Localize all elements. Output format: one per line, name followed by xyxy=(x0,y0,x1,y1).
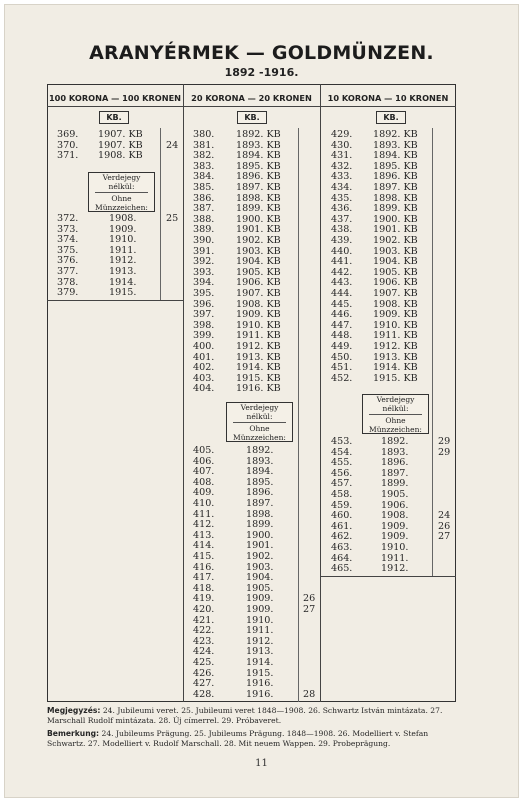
catalog-number: 449. xyxy=(331,341,353,352)
coin-year: 1911. xyxy=(381,552,409,564)
catalog-number: 381. xyxy=(193,139,215,151)
catalog-number: 424. xyxy=(193,646,215,658)
catalog-number: 452. xyxy=(331,372,353,384)
coin-year: 1915. KB xyxy=(236,372,281,384)
coin-year: 1895. xyxy=(246,476,274,488)
coin-year: 1907. KB xyxy=(98,139,143,151)
note-ref: 26 xyxy=(303,593,316,605)
catalog-number: 379. xyxy=(57,287,79,299)
catalog-number: 401. xyxy=(193,351,215,363)
coin-year: 1898. xyxy=(246,508,274,520)
coin-year: 1892. KB xyxy=(236,129,281,140)
catalog-number: 395. xyxy=(193,288,215,299)
coin-year: 1893. xyxy=(381,446,409,458)
box-line-3: Ohne xyxy=(111,194,132,203)
box-line-2: nélkül: xyxy=(246,412,273,421)
coin-year: 1908. KB xyxy=(373,298,418,310)
coin-year: 1905. KB xyxy=(236,266,281,278)
coin-year: 1908. xyxy=(109,213,137,224)
column-divider xyxy=(320,84,321,702)
catalog-number: 390. xyxy=(193,235,215,246)
catalog-number: 371. xyxy=(57,150,79,162)
note-column-rule xyxy=(432,128,433,576)
catalog-number: 417. xyxy=(193,572,215,584)
catalog-number: 445. xyxy=(331,298,353,310)
note-ref: 24 xyxy=(438,510,451,522)
coin-year: 1903. KB xyxy=(373,245,418,257)
coin-year: 1892. KB xyxy=(373,129,418,140)
note-ref: 29 xyxy=(438,436,451,447)
catalog-number: 420. xyxy=(193,604,215,615)
section-end-rule xyxy=(320,576,456,577)
catalog-number: 415. xyxy=(193,551,215,562)
catalog-number: 384. xyxy=(193,171,215,183)
catalog-number: 446. xyxy=(331,309,353,321)
coin-year: 1895. KB xyxy=(373,160,418,172)
catalog-number: 412. xyxy=(193,519,215,531)
catalog-number: 435. xyxy=(331,192,353,204)
catalog-number: 454. xyxy=(331,446,353,458)
coin-year: 1896. KB xyxy=(373,171,418,183)
coin-year: 1893. KB xyxy=(373,139,418,151)
catalog-number: 426. xyxy=(193,667,215,679)
catalog-number: 407. xyxy=(193,466,215,478)
coin-year: 1907. KB xyxy=(373,288,418,299)
note-ref: 26 xyxy=(438,520,451,532)
coin-year: 1914. KB xyxy=(373,362,418,374)
catalog-number: 369. xyxy=(57,129,79,140)
catalog-number: 425. xyxy=(193,657,215,668)
catalog-number: 393. xyxy=(193,266,215,278)
catalog-number: 392. xyxy=(193,256,215,268)
catalog-number: 423. xyxy=(193,635,215,647)
no-mint-mark-box xyxy=(362,394,429,434)
catalog-number: 460. xyxy=(331,510,353,522)
no-mint-mark-box xyxy=(88,172,155,212)
catalog-number: 431. xyxy=(331,150,353,162)
box-line-1: Verdejegy xyxy=(240,403,279,412)
coin-year: 1901. KB xyxy=(373,224,418,236)
box-line-4: Münzzeichen: xyxy=(95,203,148,212)
coin-year: 1902. xyxy=(246,551,274,562)
catalog-number: 389. xyxy=(193,224,215,236)
catalog-number: 455. xyxy=(331,457,353,469)
coin-year: 1906. KB xyxy=(236,277,281,289)
catalog-number: 461. xyxy=(331,520,353,532)
page-title: ARANYÉRMEK — GOLDMÜNZEN. xyxy=(89,42,434,64)
coin-year: 1908. KB xyxy=(236,298,281,310)
catalog-number: 464. xyxy=(331,552,353,564)
footnote-hungarian xyxy=(47,706,457,727)
coin-year: 1909. KB xyxy=(236,309,281,321)
catalog-number: 400. xyxy=(193,341,215,352)
footnote-german xyxy=(47,729,457,750)
kb-badge: KB. xyxy=(99,111,129,124)
coin-year: 1904. KB xyxy=(236,256,281,268)
coin-year: 1905. xyxy=(246,582,274,594)
catalog-number: 418. xyxy=(193,582,215,594)
catalog-number: 375. xyxy=(57,244,79,256)
catalog-number: 399. xyxy=(193,330,215,342)
coin-year: 1905. KB xyxy=(373,266,418,278)
coin-year: 1894. xyxy=(246,466,274,478)
coin-year: 1911. xyxy=(109,244,137,256)
coin-year: 1895. KB xyxy=(236,160,281,172)
catalog-number: 453. xyxy=(331,436,353,447)
coin-year: 1904. xyxy=(246,572,274,584)
coin-year: 1915. KB xyxy=(373,372,418,384)
coin-year: 1912. KB xyxy=(373,341,418,352)
coin-year: 1905. xyxy=(381,489,409,500)
catalog-number: 459. xyxy=(331,499,353,511)
note-column-rule xyxy=(298,128,299,702)
coin-year: 1907. KB xyxy=(236,288,281,299)
box-line-4: Münzzeichen: xyxy=(233,433,286,442)
footnote-label: Bemerkung: xyxy=(47,729,100,738)
no-mint-mark-box xyxy=(226,402,293,442)
catalog-number: 373. xyxy=(57,223,79,235)
catalog-number: 441. xyxy=(331,256,353,268)
catalog-number: 430. xyxy=(331,139,353,151)
coin-year: 1897. xyxy=(246,498,274,509)
coin-year: 1898. KB xyxy=(236,192,281,204)
box-divider xyxy=(95,192,148,193)
box-line-4: Münzzeichen: xyxy=(369,425,422,434)
catalog-number: 372. xyxy=(57,213,79,224)
catalog-number: 429. xyxy=(331,129,353,140)
catalog-number: 458. xyxy=(331,489,353,500)
note-column-rule xyxy=(160,128,161,300)
section-end-rule xyxy=(47,300,183,301)
coin-year: 1911. xyxy=(246,625,274,637)
coin-year: 1912. KB xyxy=(236,341,281,352)
catalog-number: 444. xyxy=(331,288,353,299)
coin-year: 1897. xyxy=(381,467,409,479)
catalog-number: 398. xyxy=(193,319,215,331)
header-rule xyxy=(47,106,456,107)
coin-year: 1908. xyxy=(381,510,409,522)
coin-year: 1906. xyxy=(381,499,409,511)
catalog-number: 451. xyxy=(331,362,353,374)
coin-year: 1903. KB xyxy=(236,245,281,257)
coin-year: 1899. xyxy=(246,519,274,531)
coin-year: 1897. KB xyxy=(236,182,281,193)
coin-year: 1909. xyxy=(381,520,409,532)
catalog-number: 450. xyxy=(331,351,353,363)
coin-year: 1901. KB xyxy=(236,224,281,236)
catalog-number: 385. xyxy=(193,182,215,193)
coin-year: 1916. xyxy=(246,688,274,700)
catalog-number: 438. xyxy=(331,224,353,236)
coin-year: 1893. xyxy=(246,455,274,467)
catalog-number: 394. xyxy=(193,277,215,289)
coin-year: 1900. KB xyxy=(236,213,281,225)
catalog-number: 439. xyxy=(331,235,353,246)
coin-year: 1913. KB xyxy=(373,351,418,363)
note-ref: 24 xyxy=(166,139,179,151)
catalog-number: 402. xyxy=(193,362,215,374)
box-line-2: nélkül: xyxy=(108,182,135,191)
coin-year: 1901. xyxy=(246,540,274,552)
coin-year: 1904. KB xyxy=(373,256,418,268)
catalog-number: 432. xyxy=(331,160,353,172)
coin-year: 1913. xyxy=(246,646,274,658)
coin-year: 1900. KB xyxy=(373,213,418,225)
coin-year: 1910. xyxy=(381,542,409,553)
catalog-number: 456. xyxy=(331,467,353,479)
catalog-number: 397. xyxy=(193,309,215,321)
coin-year: 1898. KB xyxy=(373,192,418,204)
catalog-number: 387. xyxy=(193,203,215,215)
year-range: 1892 -1916. xyxy=(224,66,299,79)
catalog-number: 388. xyxy=(193,213,215,225)
coin-year: 1910. KB xyxy=(236,319,281,331)
coin-year: 1912. xyxy=(381,563,409,575)
coin-year: 1916. xyxy=(246,678,274,690)
catalog-number: 433. xyxy=(331,171,353,183)
coin-year: 1896. KB xyxy=(236,171,281,183)
catalog-number: 405. xyxy=(193,445,215,456)
note-ref: 25 xyxy=(166,213,179,224)
coin-year: 1902. KB xyxy=(236,235,281,246)
coin-year: 1899. KB xyxy=(236,203,281,215)
catalog-number: 377. xyxy=(57,266,79,277)
catalog-number: 396. xyxy=(193,298,215,310)
catalog-number: 447. xyxy=(331,319,353,331)
coin-year: 1908. KB xyxy=(98,150,143,162)
catalog-number: 408. xyxy=(193,476,215,488)
box-line-2: nélkül: xyxy=(382,404,409,413)
box-line-3: Ohne xyxy=(249,424,270,433)
catalog-number: 380. xyxy=(193,129,215,140)
coin-year: 1893. KB xyxy=(236,139,281,151)
column-divider xyxy=(183,84,184,702)
footnote-text: 24. Jubileums Prägung. 25. Jubileums Prägung. 1848—1908. 26. Modelliert v. Stefan Schwartz. 27. Modelliert v. Rudolf Marschall. 28. Mit neuem Wappen. 29. Probeprägung. xyxy=(47,729,429,749)
catalog-number: 427. xyxy=(193,678,215,690)
catalog-number: 378. xyxy=(57,276,79,288)
coin-year: 1909. KB xyxy=(373,309,418,321)
box-line-3: Ohne xyxy=(385,416,406,425)
catalog-number: 410. xyxy=(193,498,215,509)
coin-year: 1896. xyxy=(246,487,274,499)
note-ref: 27 xyxy=(438,531,451,543)
footnote-label: Megjegyzés: xyxy=(47,706,101,715)
catalog-number: 416. xyxy=(193,561,215,573)
catalog-number: 382. xyxy=(193,150,215,162)
coin-year: 1914. KB xyxy=(236,362,281,374)
coin-year: 1909. xyxy=(381,531,409,543)
catalog-number: 404. xyxy=(193,383,215,395)
catalog-number: 403. xyxy=(193,372,215,384)
catalog-number: 383. xyxy=(193,160,215,172)
catalog-number: 414. xyxy=(193,540,215,552)
catalog-number: 419. xyxy=(193,593,215,605)
catalog-number: 462. xyxy=(331,531,353,543)
coin-year: 1909. xyxy=(109,223,137,235)
page-number: 11 xyxy=(255,758,268,769)
coin-year: 1907. KB xyxy=(98,129,143,140)
coin-year: 1897. KB xyxy=(373,182,418,193)
coin-year: 1916. KB xyxy=(236,383,281,395)
box-line-1: Verdejegy xyxy=(102,173,141,182)
catalog-number: 374. xyxy=(57,234,79,246)
catalog-number: 406. xyxy=(193,455,215,467)
catalog-number: 428. xyxy=(193,688,215,700)
catalog-number: 370. xyxy=(57,139,79,151)
coin-year: 1899. xyxy=(381,478,409,490)
note-ref: 27 xyxy=(303,604,316,615)
coin-year: 1902. KB xyxy=(373,235,418,246)
catalog-number: 463. xyxy=(331,542,353,553)
catalog-number: 421. xyxy=(193,614,215,626)
box-line-1: Verdejegy xyxy=(376,395,415,404)
catalog-number: 411. xyxy=(193,508,215,520)
coin-year: 1894. KB xyxy=(236,150,281,162)
coin-year: 1892. xyxy=(381,436,409,447)
kb-badge: KB. xyxy=(237,111,267,124)
coin-year: 1906. KB xyxy=(373,277,418,289)
coin-year: 1909. xyxy=(246,593,274,605)
coin-year: 1909. xyxy=(246,604,274,615)
column-header-100-korona: 100 KORONA — 100 KRONEN xyxy=(48,93,182,103)
catalog-number: 434. xyxy=(331,182,353,193)
box-divider xyxy=(369,414,422,415)
coin-year: 1914. xyxy=(109,276,137,288)
catalog-number: 422. xyxy=(193,625,215,637)
coin-year: 1913. xyxy=(109,266,137,277)
catalog-number: 409. xyxy=(193,487,215,499)
catalog-number: 443. xyxy=(331,277,353,289)
kb-badge: KB. xyxy=(376,111,406,124)
catalog-number: 442. xyxy=(331,266,353,278)
coin-year: 1910. xyxy=(109,234,137,246)
coin-year: 1915. xyxy=(109,287,137,299)
coin-year: 1903. xyxy=(246,561,274,573)
coin-year: 1915. xyxy=(246,667,274,679)
catalog-number: 457. xyxy=(331,478,353,490)
catalog-number: 436. xyxy=(331,203,353,215)
coin-year: 1912. xyxy=(109,255,137,267)
footnote-text: 24. Jubileumi veret. 25. Jubileumi veret 1848—1908. 26. Schwartz István mintázata. 27. Marschall Rudolf mintázata. 28. Új címerrel. 29. Próbaveret. xyxy=(47,706,443,726)
coin-year: 1910. KB xyxy=(373,319,418,331)
column-header-20-korona: 20 KORONA — 20 KRONEN xyxy=(191,93,312,103)
catalog-number: 448. xyxy=(331,330,353,342)
coin-year: 1899. KB xyxy=(373,203,418,215)
box-divider xyxy=(233,422,286,423)
coin-year: 1910. xyxy=(246,614,274,626)
coin-year: 1914. xyxy=(246,657,274,668)
coin-year: 1913. KB xyxy=(236,351,281,363)
catalog-number: 391. xyxy=(193,245,215,257)
catalog-number: 376. xyxy=(57,255,79,267)
coin-year: 1900. xyxy=(246,529,274,541)
note-ref: 29 xyxy=(438,446,451,458)
coin-year: 1912. xyxy=(246,635,274,647)
catalog-number: 413. xyxy=(193,529,215,541)
catalog-number: 437. xyxy=(331,213,353,225)
catalog-number: 440. xyxy=(331,245,353,257)
coin-year: 1911. KB xyxy=(236,330,281,342)
column-header-10-korona: 10 KORONA — 10 KRONEN xyxy=(327,93,449,103)
coin-year: 1894. KB xyxy=(373,150,418,162)
coin-year: 1896. xyxy=(381,457,409,469)
note-ref: 28 xyxy=(303,688,316,700)
coin-year: 1911. KB xyxy=(373,330,418,342)
catalog-number: 465. xyxy=(331,563,353,575)
coin-year: 1892. xyxy=(246,445,274,456)
catalog-number: 386. xyxy=(193,192,215,204)
